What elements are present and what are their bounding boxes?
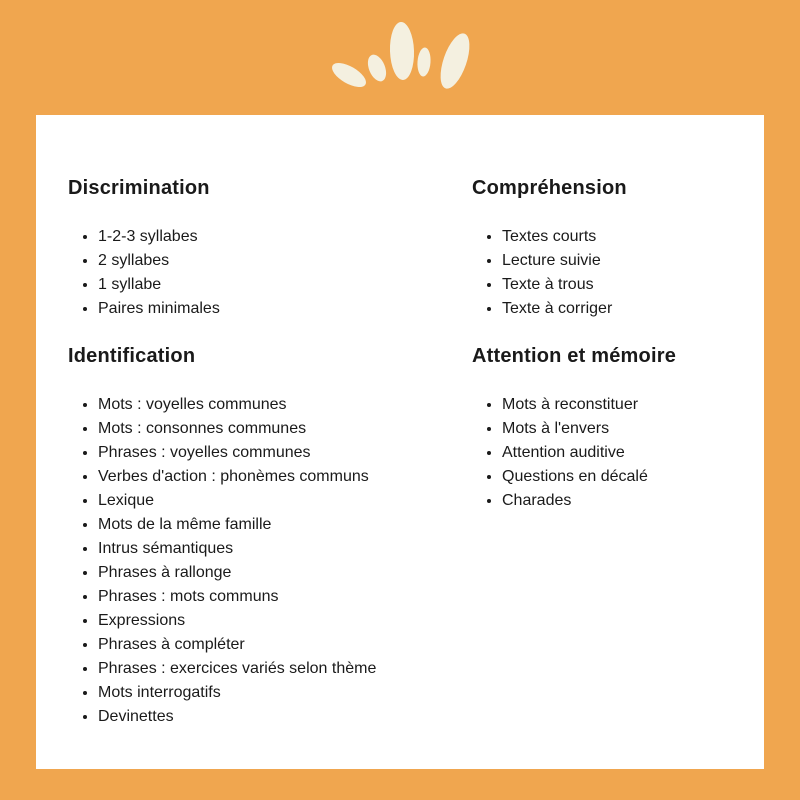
section-list (68, 225, 458, 321)
list-item: Verbes d'action : phonèmes communs (68, 465, 458, 489)
list-item: Textes courts (472, 225, 757, 249)
list-item: Paires minimales (68, 297, 458, 321)
list-item: Charades (472, 489, 757, 513)
list-item: Phrases : exercices variés selon thème (68, 657, 458, 681)
list-item: Mots de la même famille (68, 513, 458, 537)
section-list (472, 393, 757, 513)
list-item: Mots : voyelles communes (68, 393, 458, 417)
section-attention-memoire (472, 343, 757, 513)
list-item: Lecture suivie (472, 249, 757, 273)
list-item: Phrases à compléter (68, 633, 458, 657)
list-item: Mots à reconstituer (472, 393, 757, 417)
list-item: Phrases : mots communs (68, 585, 458, 609)
list-item: Mots à l'envers (472, 417, 757, 441)
list-item: Attention auditive (472, 441, 757, 465)
list-item: 1-2-3 syllabes (68, 225, 458, 249)
column-left (68, 115, 458, 751)
list-item: 1 syllabe (68, 273, 458, 297)
section-comprehension (472, 175, 757, 321)
list-item: Intrus sémantiques (68, 537, 458, 561)
list-item: Mots : consonnes communes (68, 417, 458, 441)
section-title: Identification (68, 345, 196, 367)
burst-stroke (417, 47, 432, 77)
burst-decoration-icon (0, 0, 800, 115)
section-title: Compréhension (472, 177, 627, 199)
content-card (36, 115, 764, 769)
section-list (68, 393, 458, 729)
list-item: Texte à trous (472, 273, 757, 297)
list-item: Devinettes (68, 705, 458, 729)
column-right (472, 115, 757, 535)
burst-stroke (364, 52, 389, 84)
section-discrimination (68, 175, 458, 321)
list-item: Texte à corriger (472, 297, 757, 321)
list-item: 2 syllabes (68, 249, 458, 273)
section-list (472, 225, 757, 321)
section-title: Discrimination (68, 177, 210, 199)
section-identification (68, 343, 458, 729)
burst-stroke (435, 30, 476, 92)
burst-stroke (328, 58, 369, 92)
list-item: Mots interrogatifs (68, 681, 458, 705)
list-item: Phrases : voyelles communes (68, 441, 458, 465)
list-item: Questions en décalé (472, 465, 757, 489)
list-item: Expressions (68, 609, 458, 633)
section-title: Attention et mémoire (472, 345, 677, 367)
list-item: Phrases à rallonge (68, 561, 458, 585)
burst-stroke (389, 22, 415, 81)
list-item: Lexique (68, 489, 458, 513)
